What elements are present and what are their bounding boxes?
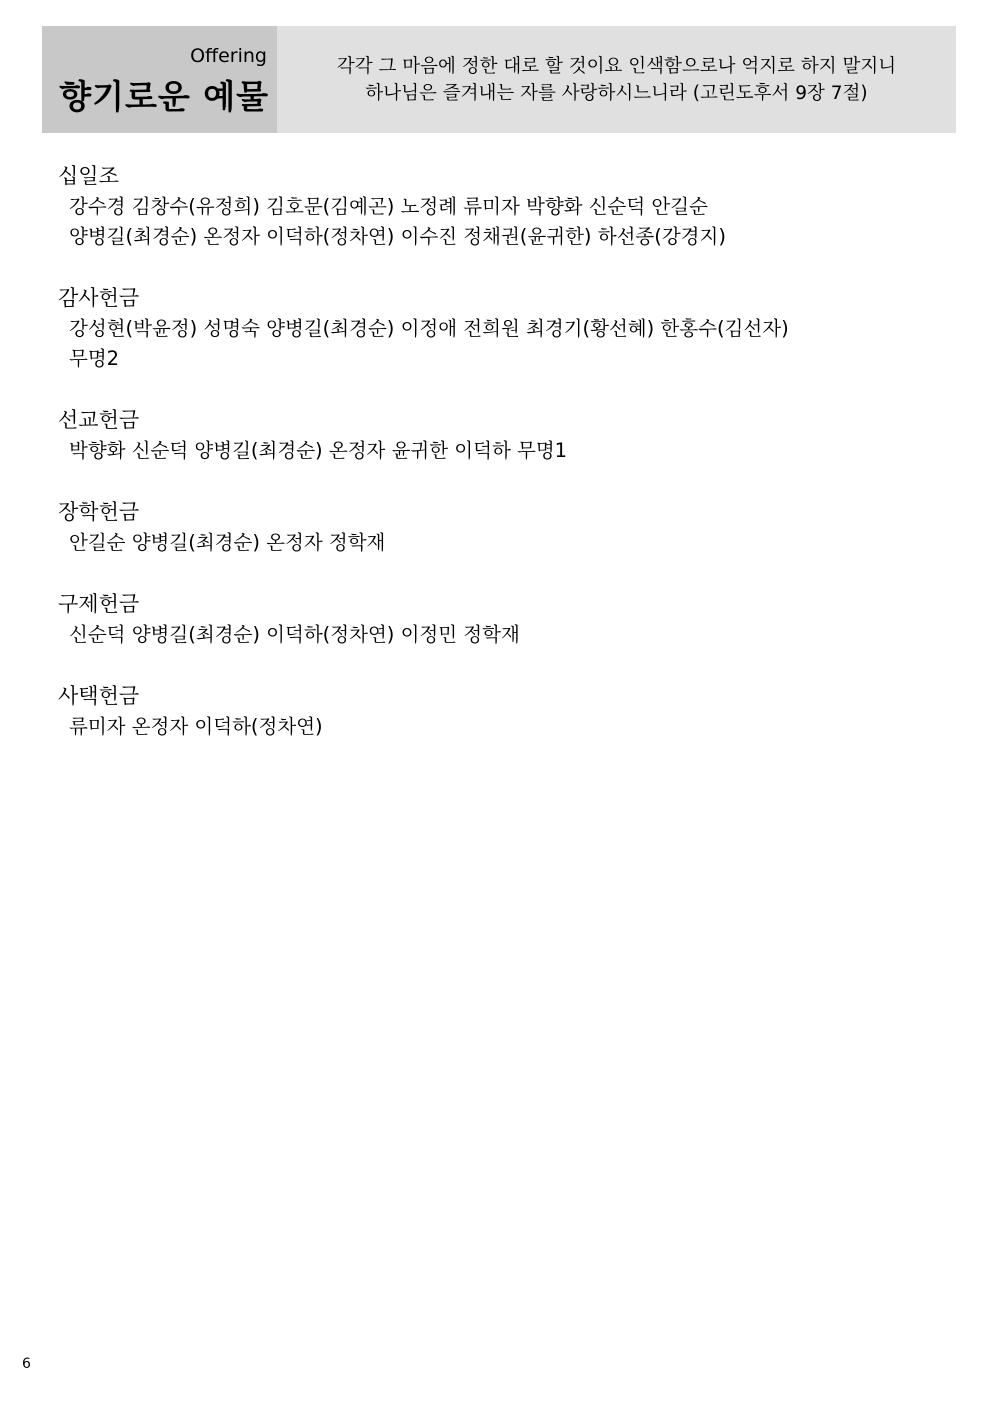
names-line: 류미자 온정자 이덕하(정차연) <box>69 715 323 738</box>
section-relief <box>58 588 938 650</box>
names-line: 강수경 김창수(유정희) 김호문(김예곤) 노정례 류미자 박향화 신순덕 안길순 <box>69 195 708 218</box>
header-verse-block <box>277 26 956 133</box>
section-scholarship <box>58 496 938 558</box>
section-title: 십일조 <box>58 164 119 188</box>
names-line: 신순덕 양병길(최경순) 이덕하(정차연) 이정민 정학재 <box>69 623 520 646</box>
section-title: 장학헌금 <box>58 500 140 524</box>
section-thanksgiving <box>58 282 938 374</box>
section-mission <box>58 404 938 466</box>
verse-line: 하나님은 즐겨내는 자를 사랑하시느니라 (고린도후서 9장 7절) <box>365 82 868 104</box>
verse-line: 각각 그 마음에 정한 대로 할 것이요 인색함으로나 억지로 하지 말지니 <box>336 55 897 77</box>
section-parsonage <box>58 680 938 742</box>
header-title-english: Offering <box>190 45 267 67</box>
page-number: 6 <box>22 1356 31 1372</box>
names-line: 안길순 양병길(최경순) 온정자 정학재 <box>69 531 386 554</box>
section-title: 사택헌금 <box>58 684 140 708</box>
section-title: 감사헌금 <box>58 286 140 310</box>
names-line: 양병길(최경순) 온정자 이덕하(정차연) 이수진 정채권(윤귀한) 하선종(강경지) <box>69 225 726 248</box>
section-title: 선교헌금 <box>58 408 140 432</box>
names-line: 무명2 <box>69 347 120 370</box>
header-title-block <box>42 26 277 133</box>
header-banner <box>42 26 956 133</box>
names-line: 박향화 신순덕 양병길(최경순) 온정자 윤귀한 이덕하 무명1 <box>69 439 568 462</box>
section-tithe <box>58 160 938 252</box>
names-line: 강성현(박윤정) 성명숙 양병길(최경순) 이정애 전희원 최경기(황선혜) 한홍수(김선자) <box>69 317 789 340</box>
offering-list <box>58 160 938 772</box>
header-title-korean: 향기로운 예물 <box>59 77 269 116</box>
section-title: 구제헌금 <box>58 592 140 616</box>
